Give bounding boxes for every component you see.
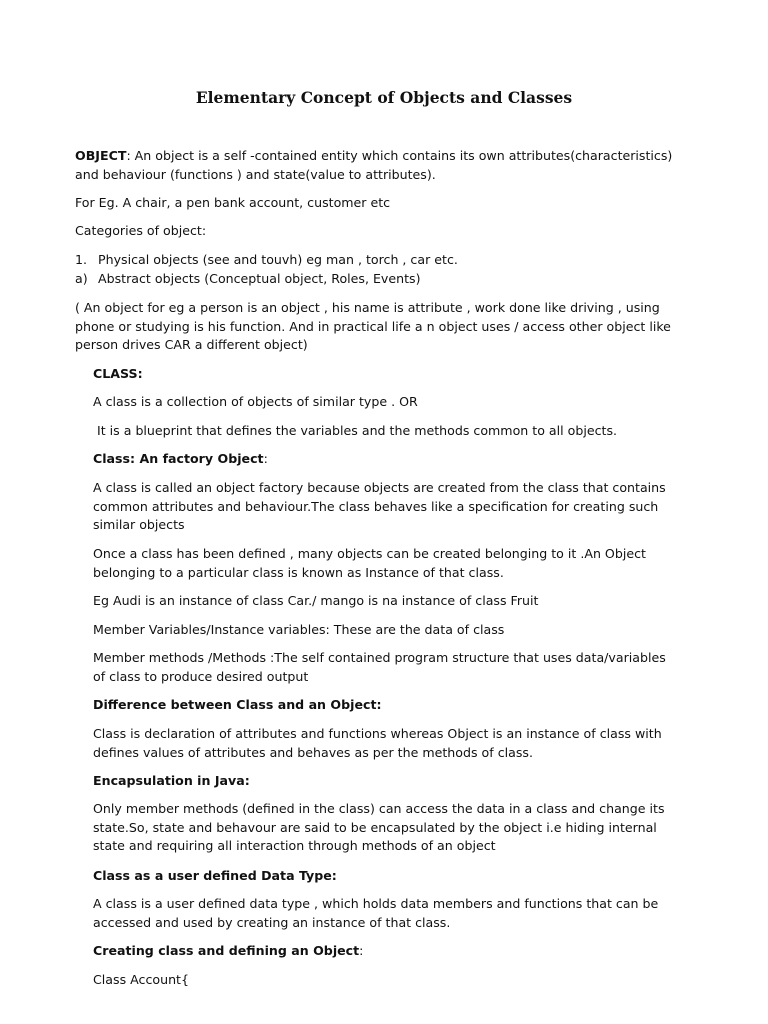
- list-marker: a): [75, 271, 88, 286]
- categories-heading: Categories of object:: [75, 223, 207, 238]
- instance-example: Eg Audi is an instance of class Car./ mango is na instance of class Fruit: [93, 593, 539, 608]
- creating-heading: [93, 942, 673, 961]
- creating-heading-bold: Creating class and defining an Object: [93, 943, 360, 958]
- instance-text: Once a class has been defined , many objects can be created belonging to it .An Object belonging to a particular class is known as Instance of that class.: [93, 546, 646, 580]
- factory-text: A class is called an object factory because objects are created from the class that contains common attributes and behaviour.The class behaves like a specification for creating such similar objects: [93, 480, 666, 533]
- udt-text: A class is a user defined data type , which holds data members and functions that can be accessed and used by creating an instance of that class.: [93, 896, 659, 930]
- class-heading: CLASS:: [93, 366, 143, 381]
- difference-heading: Difference between Class and an Object:: [93, 697, 382, 712]
- object-note: ( An object for eg a person is an object , his name is attribute , work done like driving , using phone or studying is his function. And in practical life a n object uses / access other object like person drives CAR a different object): [75, 300, 671, 353]
- category-item-physical: [75, 251, 675, 270]
- object-example: For Eg. A chair, a pen bank account, customer etc: [75, 195, 391, 210]
- object-definition: [75, 147, 675, 184]
- class-definition-1: A class is a collection of objects of similar type . OR: [93, 394, 418, 409]
- member-methods: Member methods /Methods :The self contained program structure that uses data/variables of class to produce desired output: [93, 650, 666, 684]
- category-text: Abstract objects (Conceptual object, Roles, Events): [98, 271, 421, 286]
- creating-heading-colon: :: [359, 943, 364, 958]
- category-text: Physical objects (see and touvh) eg man , torch , car etc.: [98, 252, 458, 267]
- category-item-abstract: [75, 270, 675, 289]
- factory-heading-bold: Class: An factory Object: [93, 451, 264, 466]
- member-variables: Member Variables/Instance variables: These are the data of class: [93, 622, 505, 637]
- page-title: Elementary Concept of Objects and Classes: [195, 88, 573, 107]
- object-definition-text: : An object is a self -contained entity which contains its own attributes(characteristics) and behaviour (functions ) and state(value to attributes).: [75, 148, 673, 182]
- encapsulation-text: Only member methods (defined in the class) can access the data in a class and change its state.So, state and behavour are said to be encapsulated by the object i.e hiding internal state and requiring all interaction through methods of an object: [93, 801, 665, 854]
- list-marker: 1.: [75, 252, 88, 267]
- udt-heading: Class as a user defined Data Type:: [93, 868, 337, 883]
- factory-heading-colon: :: [263, 451, 268, 466]
- object-label: OBJECT: [75, 148, 127, 163]
- factory-heading: [93, 450, 673, 469]
- class-definition-2: It is a blueprint that defines the variables and the methods common to all objects.: [93, 423, 618, 438]
- code-line: Class Account{: [93, 972, 189, 987]
- difference-text: Class is declaration of attributes and functions whereas Object is an instance of class with defines values of attributes and behaves as per the methods of class.: [93, 726, 662, 760]
- encapsulation-heading: Encapsulation in Java:: [93, 773, 250, 788]
